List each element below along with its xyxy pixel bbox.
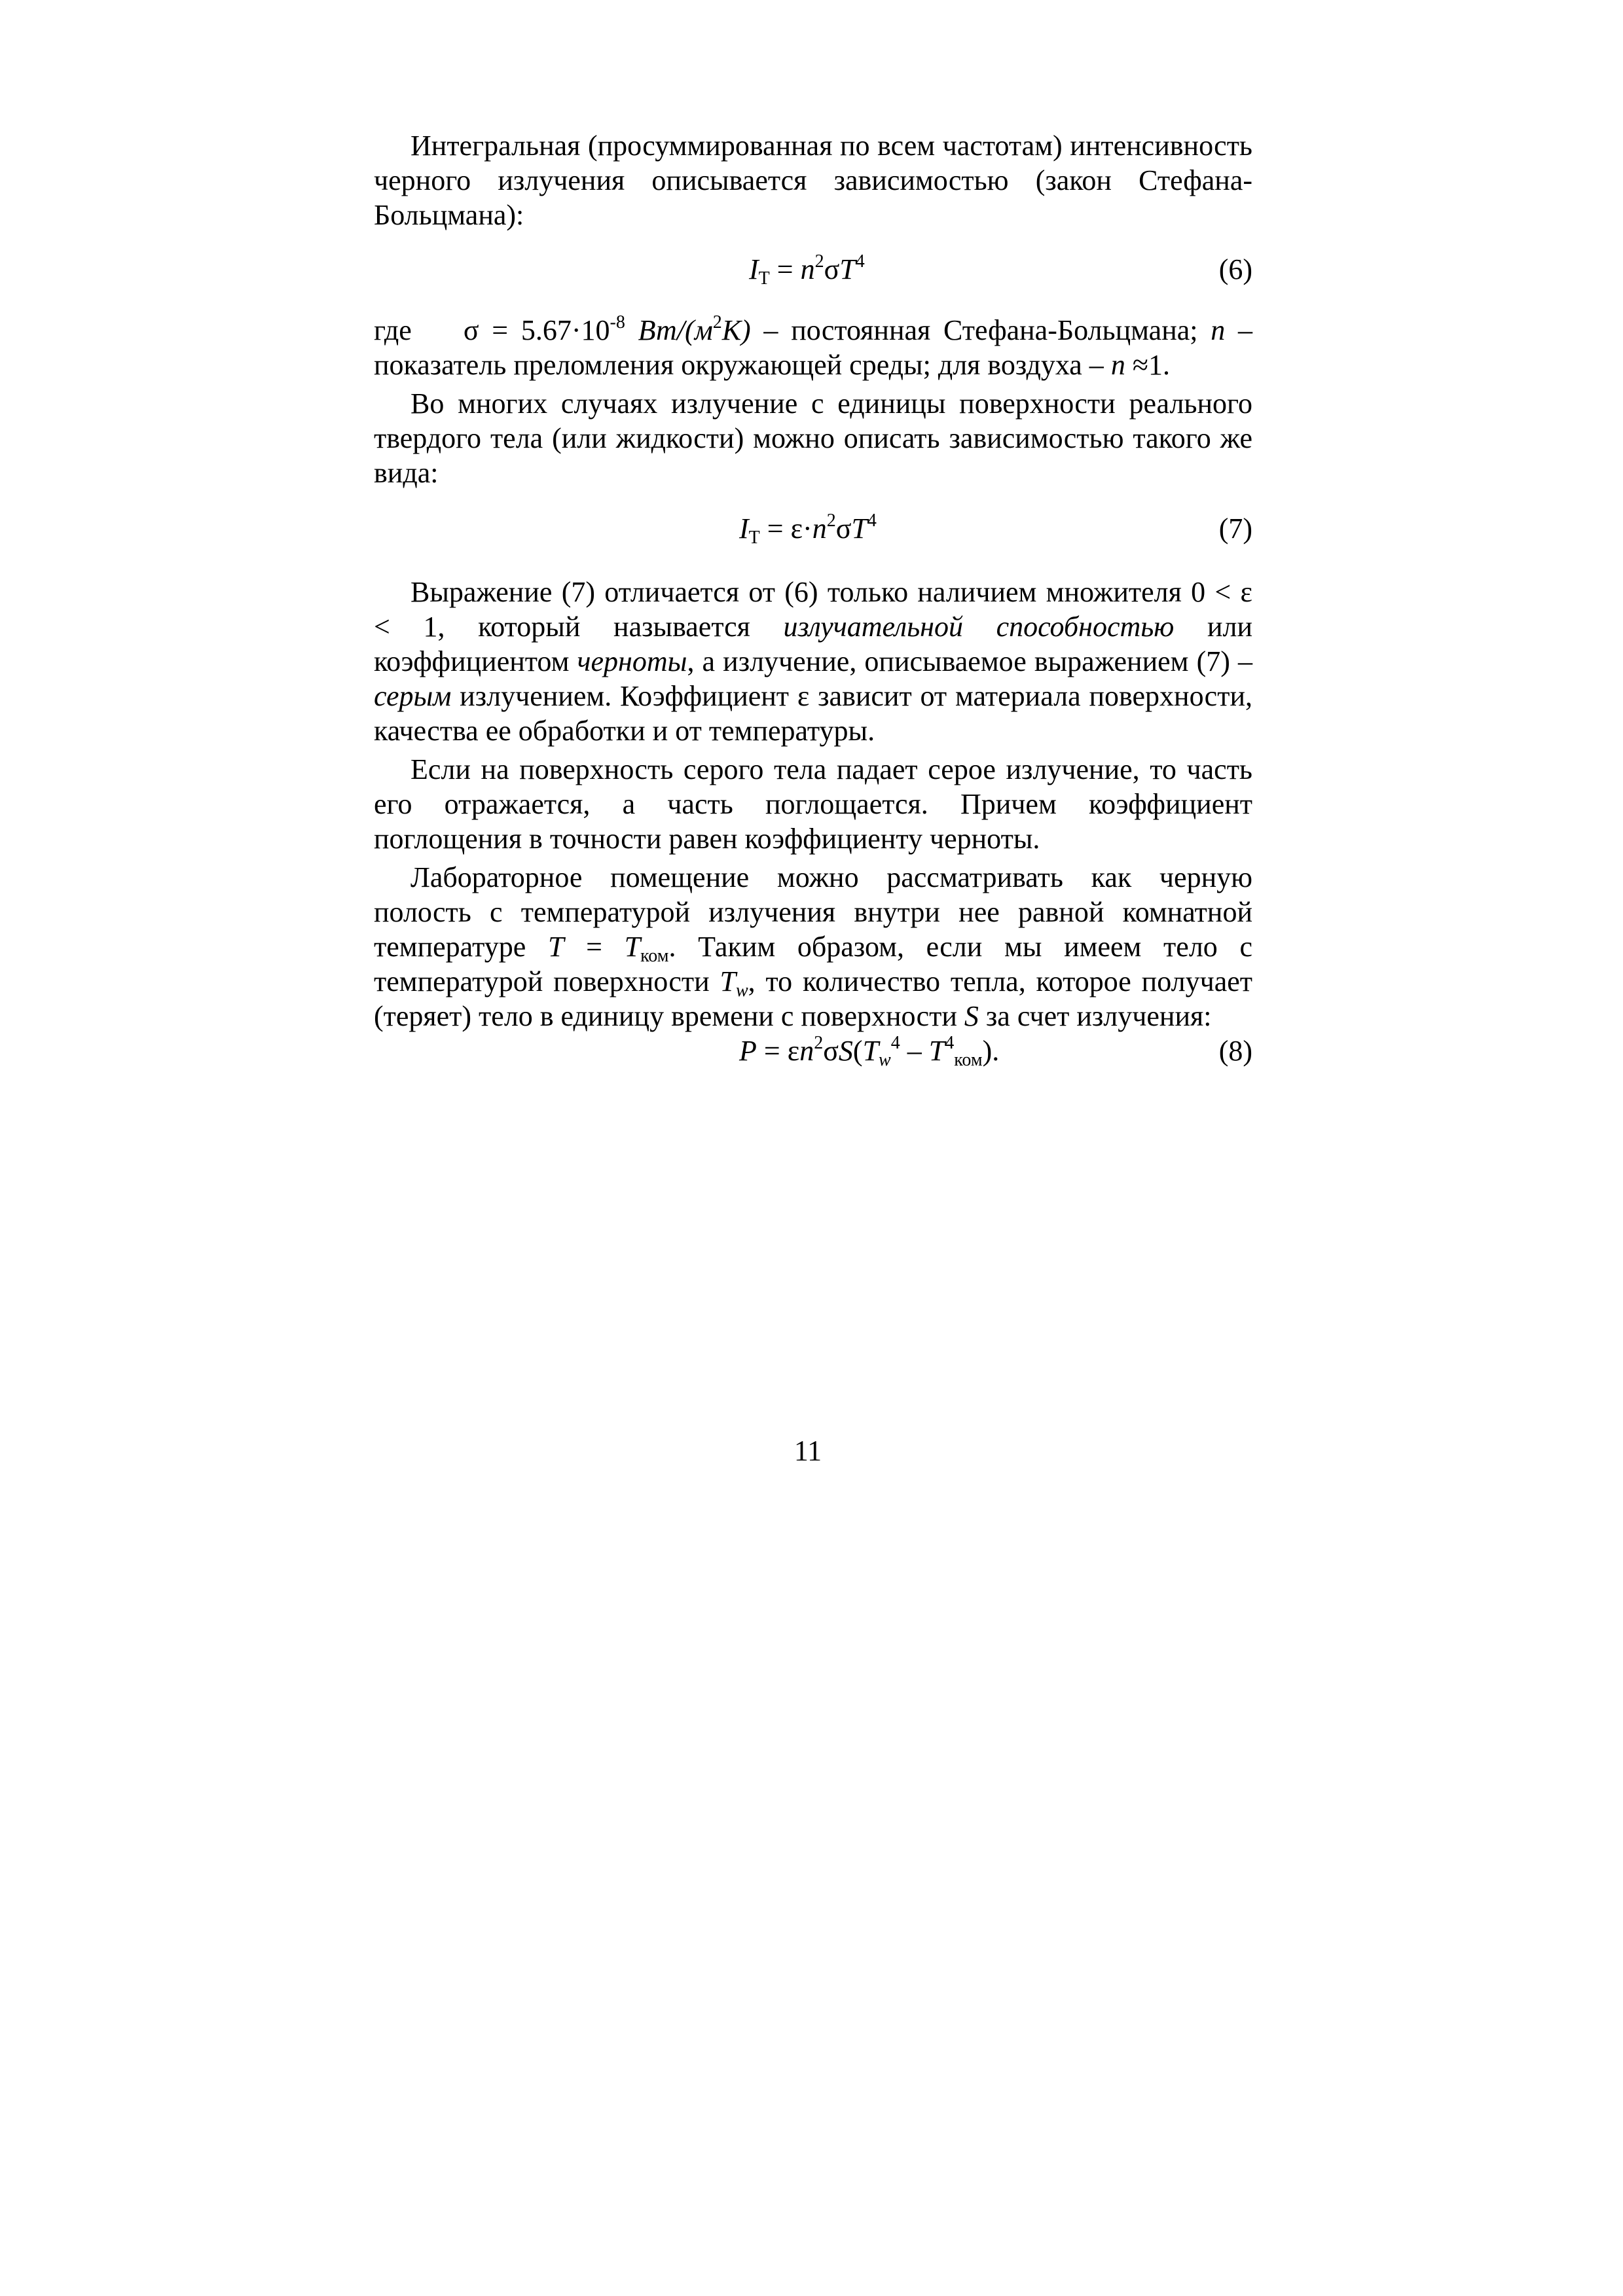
equation-number-8: (8)	[1218, 1035, 1252, 1067]
paragraph-real-bodies: Во многих случаях излучение с единицы поверхности реального твердого тела (или жидкости) можно описать зависимостью такого же вида:	[374, 387, 1252, 489]
equation-number-6: (6)	[1218, 253, 1252, 285]
paragraph-emissivity: Выражение (7) отличается от (6) только наличием множителя 0 < ε < 1, который называется излучательной способностью или коэффициентом черноты, а излучение, описываемое выражением (7) – серым излучением. Коэффициент ε зависит от материала поверхности, качества ее обработки и от температуры.	[374, 576, 1252, 747]
paragraph-laboratory: Лабораторное помещение можно рассматривать как черную полость с температурой излучения внутри нее равной комнатной температуре $T = T_{ком}$. Таким образом, если мы имеем тело с температурой поверхности $T_w$, то количество тепла, которое получает (теряет) тело в единицу времени с поверхности S за счет излучения:	[374, 861, 1252, 1032]
paragraph-integral-intensity: Интегральная (просуммированная по всем частотам) интенсивность черного излучения описывается зависимостью (закон Стефана-Больцмана):	[374, 130, 1252, 231]
page-body	[374, 128, 1252, 1068]
equation-6	[374, 252, 1252, 287]
equation-7	[374, 511, 1252, 546]
paragraph-absorption: Если на поверхность серого тела падает серое излучение, то часть его отражается, а часть поглощается. Причем коэффициент поглощения в точности равен коэффициенту черноты.	[374, 753, 1252, 855]
paragraph-constants: где $\sigma = 5.67\cdot 10^{-8}$ $Вт/(м^2К)$ – постоянная Стефана-Больцмана; n – показатель преломления окружающей среды; для воздуха – n ≈1.	[374, 312, 1253, 381]
equation-number-7: (7)	[1218, 512, 1252, 545]
formula-stefan-boltzmann: $I_Т = n^2\sigma T^4$	[749, 251, 865, 289]
formula-heat-exchange: $P = \varepsilon n^2\sigma S(T_w^4 - T^4_{ком})$.	[739, 1033, 1000, 1070]
page-number: 11	[793, 1435, 822, 1467]
formula-grey-body: $I_Т = \varepsilon\cdot n^2\sigma T^4$	[739, 511, 877, 548]
equation-8	[374, 1033, 1252, 1068]
